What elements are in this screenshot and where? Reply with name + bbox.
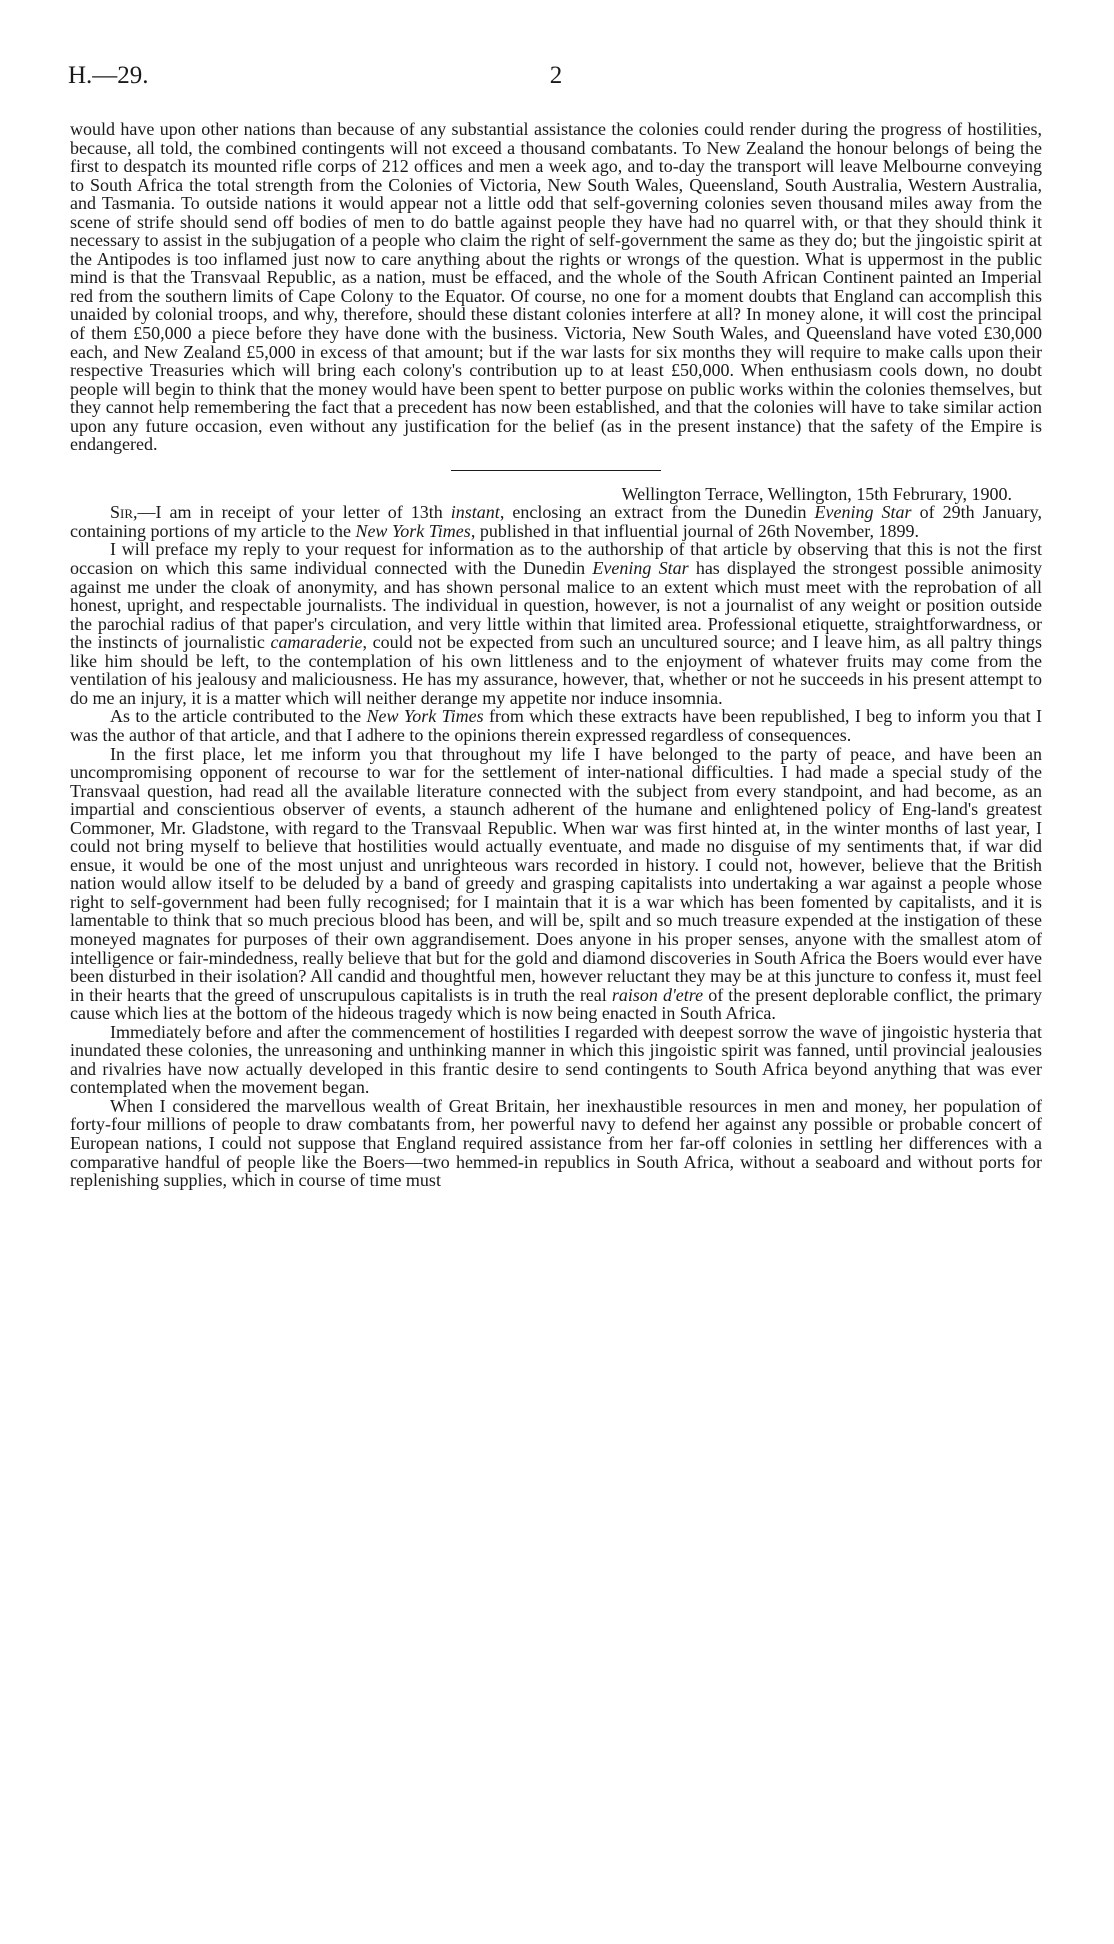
letter-paragraph-6: When I considered the marvellous wealth of Great Britain, her inexhaustible resources in men and money, her population of forty-four millions of people to draw combatants from, her powerful navy to defend her against any possible or probable concert of European nations, I could not suppose that England required assistance from her far-off colonies in settling her differences with a comparative handful of people like the Boers—two hemmed-in republics in South Africa, without a seaboard and without ports for replenishing supplies, which in course of time must (70, 1095, 1042, 1191)
document-id: H.—29. (68, 62, 149, 89)
letter-dateline: Wellington Terrace, Wellington, 15th Februrary, 1900. (621, 483, 1012, 504)
article-continuation-paragraph: would have upon other nations than because of any substantial assistance the colonies could render during the progress of hostilities, because, all told, the combined contingents will not exceed a thousand combatants. To New Zealand the honour belongs of being the first to despatch its mounted rifle corps of 212 offices and men a week ago, and to-day the transport will leave Melbourne conveying to South Africa the total strength from the Colonies of Victoria, New South Wales, Queensland, South Australia, Western Australia, and Tasmania. To outside nations it would appear not a little odd that self-governing colonies seven thousand miles away from the scene of strife should send off bodies of men to do battle against people they have had no quarrel with, or that they should think it necessary to assist in the subjugation of a people who claim the right of self-government the same as they do; but the jingoistic spirit at the Antipodes is too inflamed just now to care anything about the rights or wrongs of the question. What is uppermost in the public mind is that the Transvaal Republic, as a nation, must be effaced, and the whole of the South African Continent painted an Imperial red from the southern limits of Cape Colony to the Equator. Of course, no one for a moment doubts that England can accomplish this unaided by colonial troops, and why, therefore, should these distant colonies interfere at all? In money alone, it will cost the principal of them £50,000 a piece before they have done with the business. Victoria, New South Wales, and Queensland have voted £30,000 each, and New Zealand £5,000 in excess of that amount; but if the war lasts for six months they will require to make calls upon their respective Treasuries which will bring each colony's contribution up to at least £50,000. When enthusiasm cools down, no doubt people will begin to think that the money would have been spent to better purpose on public works within the colonies themselves, but they cannot help remembering the fact that a precedent has now been established, and that the colonies will have to take similar action upon any future occasion, even without any justification for the belief (as in the present instance) that the safety of the Empire is endangered. (70, 119, 1042, 455)
page-number: 2 (549, 62, 563, 89)
letter-paragraph-1: Sir,—I am in receipt of your letter of 13th instant, enclosing an extract from the Dunedin Evening Star of 29th January, containing portions of my article to the New York Times, published in that influential journal of 26th November, 1899. (70, 502, 1042, 541)
letter-paragraph-4: In the first place, let me inform you that throughout my life I have belonged to the party of peace, and have been an uncompromising opponent of recourse to war for the settlement of inter-national difficulties. I had made a special study of the Transvaal question, had read all the available literature connected with the subject from every standpoint, and had become, as an impartial and conscientious observer of events, a staunch adherent of the humane and enlightened policy of Eng-land's greatest Commoner, Mr. Gladstone, with regard to the Transvaal Republic. When war was first hinted at, in the winter months of last year, I could not bring myself to believe that hostilities would actually eventuate, and made no disguise of my sentiments that, if war did ensue, it would be one of the most unjust and unrighteous wars recorded in history. I could not, however, believe that the British nation would allow itself to be deluded by a band of greedy and grasping capitalists into undertaking a war against a people whose right to self-government had been fully recognised; for I maintain that it is a war which has been fomented by capitalists, and it is lamentable to think that so much precious blood has been, and will be, spilt and so much treasure expended at the instigation of these moneyed magnates for purposes of their own aggrandisement. Does anyone in his proper senses, anyone with the smallest atom of intelligence or fair-mindedness, really believe that but for the gold and diamond discoveries in South Africa the Boers would ever have been disturbed in their isolation? All candid and thoughtful men, however reluctant they may be at this juncture to confess it, must feel in their hearts that the greed of unscrupulous capitalists is in truth the real raison d'etre of the present deplorable conflict, the primary cause which lies at the bottom of the hideous tragedy which is now being enacted in South Africa. (70, 743, 1042, 1024)
page-body (70, 120, 1042, 1190)
page-header (68, 62, 1044, 98)
salutation: Sir, (110, 502, 138, 523)
letter-paragraph-2: I will preface my reply to your request for information as to the authorship of that article by observing that this is not the first occasion on which this same individual connected with the Dunedin Evening Star has displayed the strongest possible animosity against me under the cloak of anonymity, and has shown personal malice to an extent which must meet with the reprobation of all honest, upright, and respectable journalists. The individual in question, however, is not a journalist of any weight or position outside the parochial radius of that paper's circulation, and very little within that limited area. Professional etiquette, straightforwardness, or the instincts of journalistic camaraderie, could not be expected from such an uncultured source; and I leave him, as all paltry things like him should be left, to the contemplation of his own littleness and to the enjoyment of whatever fruits may come from the ventilation of his jealousy and maliciousness. He has my assurance, however, that, whether or not he succeeds in his present attempt to do me an injury, it is a matter which will neither derange my appetite nor induce insomnia. (70, 539, 1043, 708)
letter-paragraph-3: As to the article contributed to the New York Times from which these extracts have been republished, I beg to inform you that I was the author of that article, and that I adhere to the opinions therein expressed regardless of consequences. (70, 706, 1042, 745)
section-divider (451, 470, 661, 471)
letter-paragraph-5: Immediately before and after the commencement of hostilities I regarded with deepest sorrow the wave of jingoistic hysteria that inundated these colonies, the unreasoning and unthinking manner in which this jingoistic spirit was fanned, until provincial jealousies and rivalries have now actually developed in this frantic desire to send contingents to South Africa beyond anything that was ever contemplated when the movement began. (70, 1021, 1042, 1098)
